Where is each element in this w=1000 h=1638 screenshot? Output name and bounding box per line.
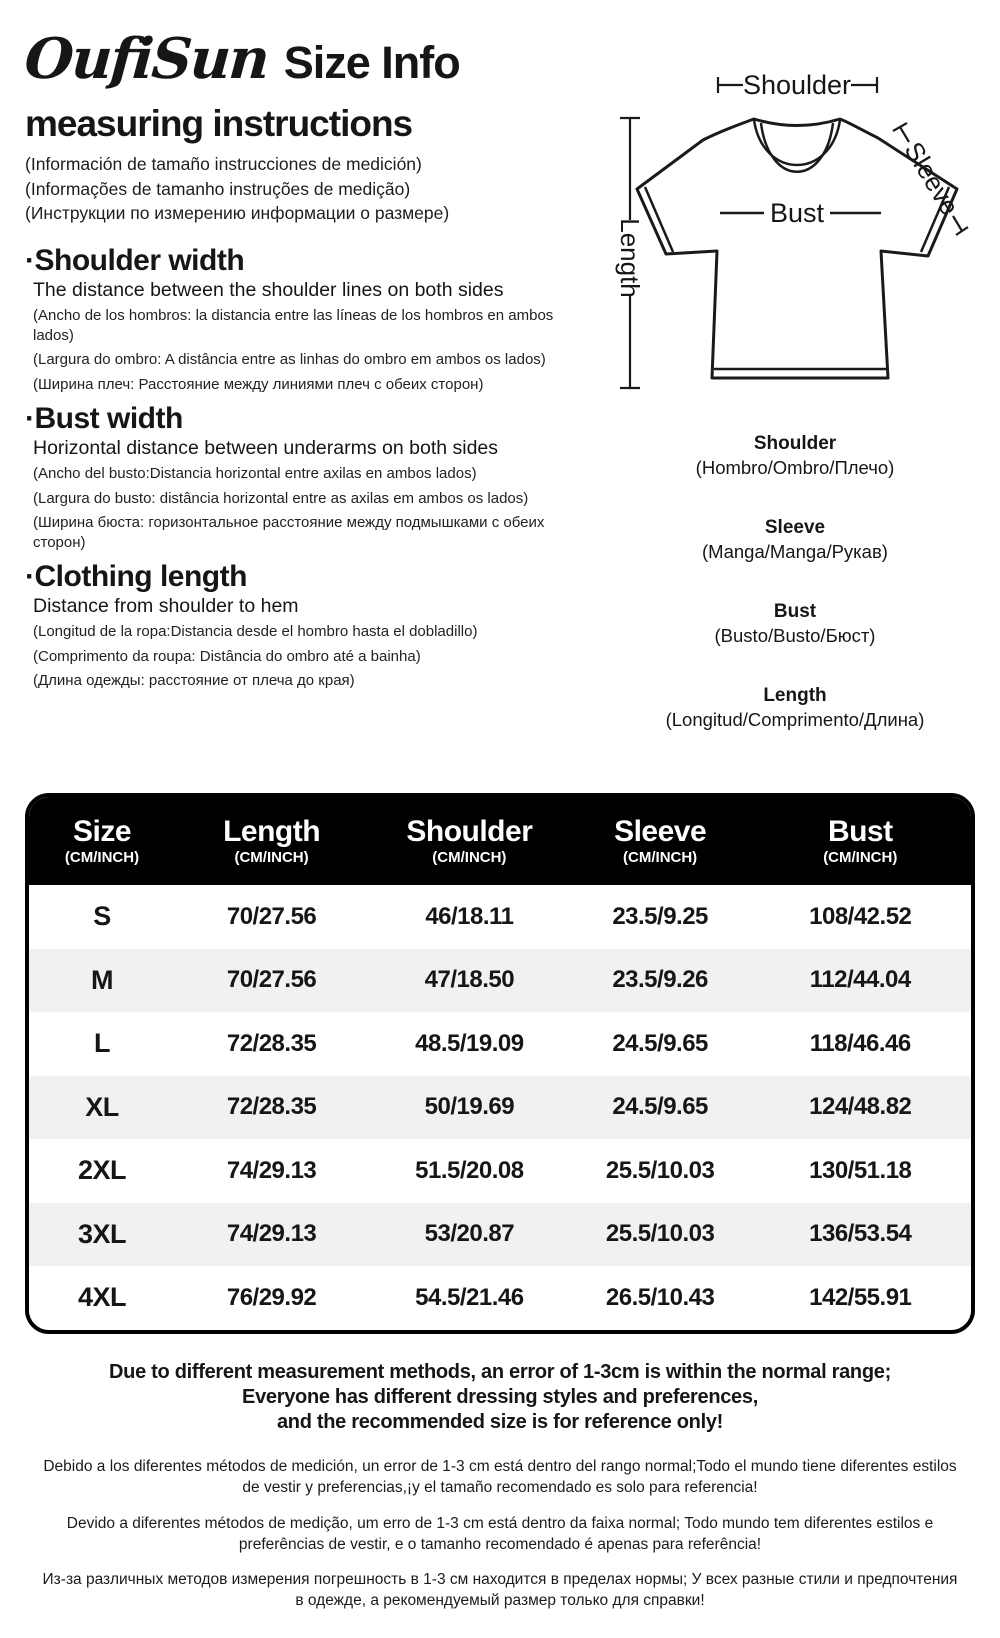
section-title: ·Bust width — [25, 402, 183, 435]
legend-translations: (Busto/Busto/Бюст) — [714, 625, 876, 646]
disclaimer-ru: Из-за различных методов измерения погрешность в 1-3 см находится в пределах нормы; У всех разные стили и предпочтения в одежде, а рекомендуемый размер только для справки! — [42, 1571, 958, 1609]
table-row-l — [29, 1012, 971, 1076]
legend-item-bust — [580, 600, 1000, 648]
sleeve-cell: 26.5/10.43 — [605, 1283, 715, 1311]
bust-cell: 130/51.18 — [809, 1156, 912, 1184]
table-row-xl — [29, 1076, 971, 1140]
size-cell: XL — [85, 1091, 119, 1122]
header-cell-bust: Bust (CM/INCH) — [823, 814, 898, 866]
page-title: Size Info — [283, 37, 460, 88]
subtitle-translations — [25, 152, 625, 226]
legend-item-shoulder — [580, 432, 1000, 480]
disclaimer-pt: Devido a diferentes métodos de medição, um erro de 1-3 cm está dentro da faixa normal; Todo mundo tem diferentes estilos e preferências de vestir, e o tamanho recomendado é apenas para referência! — [66, 1515, 934, 1553]
page-subtitle: measuring instructions — [25, 103, 413, 144]
legend-term: Bust — [773, 601, 817, 622]
legend-term: Sleeve — [764, 517, 826, 538]
shoulder-label: Shoulder — [742, 70, 852, 100]
legend-term: Length — [763, 685, 827, 706]
sleeve-cell: 25.5/10.03 — [605, 1220, 715, 1248]
header-cell-length: Length (CM/INCH) — [223, 814, 321, 866]
header-cell-size: Size (CM/INCH) — [64, 814, 140, 866]
table-row-m — [29, 949, 971, 1013]
shoulder-cell: 51.5/20.08 — [415, 1156, 524, 1184]
legend-translations: (Hombro/Ombro/Плечо) — [695, 457, 895, 478]
disclaimer-es: Debido a los diferentes métodos de medición, un error de 1-3 cm está dentro del rango normal;Todo el mundo tiene diferentes estilos de vestir y preferencias,¡y el tamaño recomendado es solo para referencia! — [43, 1458, 957, 1496]
unit-label: (CM/INCH) — [623, 848, 698, 866]
shoulder-cell: 50/19.69 — [424, 1093, 515, 1121]
disclaimer-en — [0, 1360, 1000, 1435]
legend-translations: (Manga/Manga/Рукав) — [702, 541, 888, 562]
section-title: ·Shoulder width — [25, 244, 245, 277]
section-description: Distance from shoulder to hem — [33, 595, 299, 617]
table-row-3xl — [29, 1203, 971, 1267]
section-translation-ru: (Ширина бюста: горизонтальное расстояние между подмышками с обеих сторон) — [33, 514, 545, 551]
subtitle-translation-ru: (Инструкции по измерению информации о размере) — [25, 203, 450, 223]
bust-label: Bust — [769, 198, 825, 228]
size-table-header — [29, 797, 971, 885]
unit-label: (CM/INCH) — [234, 848, 309, 866]
section-translation-es: (Ancho de los hombros: la distancia entre las líneas de los hombros en ambos lados) — [33, 307, 554, 344]
subtitle-translation-es: (Información de tamaño instrucciones de medición) — [25, 154, 422, 174]
section-translation-pt: (Largura do ombro: A distância entre as linhas do ombro em ambos os lados) — [33, 351, 546, 368]
length-cell: 70/27.56 — [226, 902, 317, 930]
section-description: Horizontal distance between underarms on both sides — [33, 437, 499, 459]
section-translation-es: (Longitud de la ropa:Distancia desde el hombro hasta el dobladillo) — [33, 623, 478, 640]
size-cell: 2XL — [77, 1155, 127, 1186]
section-description: The distance between the shoulder lines on both sides — [33, 279, 504, 301]
section-title: ·Clothing length — [25, 560, 247, 593]
brand-row — [22, 26, 625, 102]
unit-label: (CM/INCH) — [823, 848, 898, 866]
section-translation-pt: (Comprimento da roupa: Distância do ombro até a bainha) — [33, 647, 421, 665]
size-cell: M — [91, 964, 113, 995]
size-cell: 4XL — [77, 1282, 127, 1313]
section-bust-width — [25, 402, 555, 552]
bust-cell: 142/55.91 — [809, 1283, 912, 1311]
bullet: · — [25, 560, 35, 593]
subtitle-translation-pt: (Informações de tamanho instruções de medição) — [25, 178, 411, 199]
sleeve-cell: 25.5/10.03 — [605, 1156, 715, 1184]
legend-term: Shoulder — [753, 433, 837, 454]
length-cell: 72/28.35 — [226, 1029, 317, 1057]
shoulder-cell: 54.5/21.46 — [415, 1283, 524, 1311]
section-translation-ru: (Длина одежды: расстояние от плеча до края) — [33, 672, 355, 689]
section-shoulder-width — [25, 244, 555, 394]
shoulder-cell: 47/18.50 — [424, 966, 515, 994]
bust-cell: 118/46.46 — [809, 1029, 911, 1057]
sleeve-label: Sleeve — [898, 136, 966, 221]
legend-item-sleeve — [580, 516, 1000, 564]
length-cell: 72/28.35 — [226, 1093, 317, 1121]
section-clothing-length — [25, 560, 555, 691]
bullet: · — [25, 244, 35, 277]
section-translation-es: (Ancho del busto:Distancia horizontal entre axilas en ambos lados) — [33, 465, 477, 482]
length-cell: 76/29.92 — [226, 1283, 317, 1311]
header — [22, 26, 625, 226]
sleeve-cell: 23.5/9.26 — [612, 966, 708, 994]
bust-cell: 112/44.04 — [809, 966, 911, 994]
bust-cell: 124/48.82 — [809, 1093, 912, 1121]
length-cell: 70/27.56 — [226, 966, 317, 994]
disclaimer-en-line: Due to different measurement methods, an error of 1-3cm is within the normal range; — [109, 1361, 891, 1383]
header-cell-shoulder: Shoulder (CM/INCH) — [406, 814, 533, 866]
size-table — [25, 793, 975, 1334]
unit-label: (CM/INCH) — [64, 848, 140, 866]
size-cell: 3XL — [77, 1218, 127, 1249]
bust-cell: 136/53.54 — [809, 1220, 912, 1248]
sleeve-cell: 24.5/9.65 — [612, 1029, 708, 1057]
table-row-s — [29, 885, 971, 949]
tshirt-diagram — [560, 40, 1000, 400]
brand-logo: OufiSun — [22, 26, 271, 92]
size-cell: L — [94, 1028, 110, 1059]
sleeve-cell: 23.5/9.25 — [612, 902, 708, 930]
disclaimer-en-line: Everyone has different dressing styles and preferences, — [242, 1386, 758, 1408]
table-row-4xl — [29, 1266, 971, 1330]
legend-translations: (Longitud/Comprimento/Длина) — [665, 709, 925, 730]
section-translation-pt: (Largura do busto: distância horizontal entre as axilas em ambos os lados) — [33, 489, 529, 507]
section-translation-ru: (Ширина плеч: Расстояние между линиями плеч с обеих сторон) — [33, 375, 484, 393]
shoulder-cell: 53/20.87 — [424, 1220, 515, 1248]
disclaimer — [0, 1360, 1000, 1611]
shoulder-cell: 48.5/19.09 — [415, 1029, 524, 1057]
legend-item-length — [580, 684, 1000, 732]
bullet: · — [25, 402, 35, 435]
bust-cell: 108/42.52 — [809, 902, 912, 930]
size-cell: S — [93, 901, 111, 932]
disclaimer-en-line: and the recommended size is for reference only! — [276, 1411, 724, 1433]
length-cell: 74/29.13 — [226, 1156, 317, 1184]
length-label: Length — [615, 218, 645, 298]
measurement-legend — [580, 432, 1000, 768]
unit-label: (CM/INCH) — [432, 848, 507, 866]
shoulder-cell: 46/18.11 — [425, 902, 514, 930]
header-cell-sleeve: Sleeve (CM/INCH) — [614, 814, 707, 866]
sleeve-cell: 24.5/9.65 — [612, 1093, 708, 1121]
table-row-2xl — [29, 1139, 971, 1203]
length-cell: 74/29.13 — [226, 1220, 317, 1248]
measuring-sections — [25, 244, 555, 699]
